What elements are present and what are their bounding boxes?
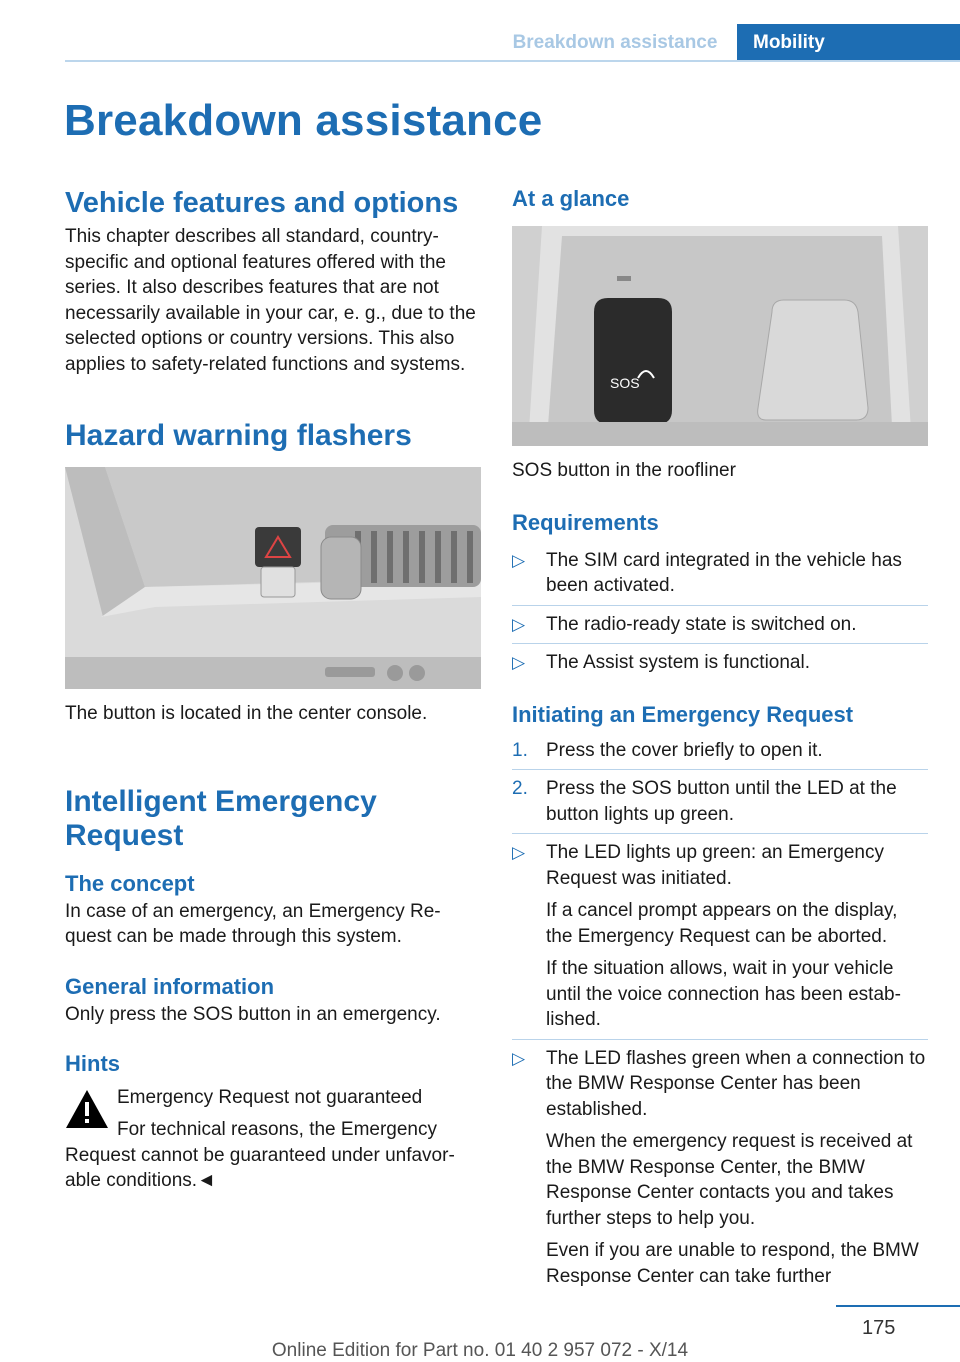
warning-triangle-icon [65, 1089, 109, 1129]
footer-edition: Online Edition for Part no. 01 40 2 957 072 - X/14 [271, 1340, 689, 1361]
warning-title: Emergency Request not guaranteed [117, 1087, 423, 1108]
step-text: Press the SOS button until the LED at the button lights up green. [546, 778, 897, 825]
outcome-text: The LED flashes green when a connection to the BMW Response Center has been established. [546, 1047, 926, 1120]
concept-body: In case of an emergency, an Emergency Re-quest can be made through this system. [65, 900, 441, 947]
requirement-text: The Assist system is functional. [546, 652, 810, 673]
vehicle-features-body: This chapter describes all standard, country-specific and optional features offered with the series. It also describes features that are not necessarily available in your car, e. g., due to the selected options or country versions. This also applies to safety-related functions and systems. [65, 226, 476, 375]
requirements-heading: Requirements [512, 509, 659, 535]
triangle-bullet-icon: ▷ [512, 653, 526, 672]
triangle-bullet-icon: ▷ [512, 550, 526, 570]
header-chapter-tab: Mobility [737, 24, 960, 62]
requirement-text: The SIM card integrated in the vehicle has been activated. [546, 549, 902, 596]
sos-caption: SOS button in the roofliner [512, 460, 736, 481]
general-info-body: Only press the SOS button in an emergency. [65, 1003, 441, 1025]
requirements-list [512, 542, 928, 682]
triangle-bullet-icon: ▷ [512, 614, 526, 634]
vehicle-features-heading: Vehicle features and options [65, 187, 459, 219]
hazard-button [255, 527, 301, 567]
triangle-bullet-icon: ▷ [512, 1048, 526, 1068]
warning-body-first [117, 1117, 481, 1143]
general-info-heading: General information [65, 973, 275, 999]
triangle-bullet-icon: ▷ [512, 843, 526, 862]
list-item [512, 644, 928, 682]
list-item [512, 542, 928, 606]
header-section-title: Breakdown assistance [512, 32, 718, 53]
left-column [65, 186, 481, 1194]
outcome-text: The LED lights up green: an Emergency Request was initiated. [546, 842, 884, 889]
hazard-heading: Hazard warning flashers [65, 419, 412, 452]
list-item [512, 834, 928, 1040]
sos-button-illustration [512, 226, 928, 446]
requirement-text: The radio-ready state is switched on. [546, 613, 857, 635]
center-console-drawing [65, 467, 481, 689]
hazard-button-illustration [65, 467, 481, 689]
steps-list [512, 732, 928, 1296]
list-item [512, 1040, 928, 1296]
hints-heading: Hints [65, 1051, 120, 1076]
warning-body: For technical reasons, the Emergency Request cannot be guaranteed under unfavor-able conditions.◄ [65, 1119, 455, 1191]
list-item [512, 770, 928, 834]
concept-heading: The concept [65, 870, 195, 896]
running-header [0, 0, 960, 62]
list-item [512, 732, 928, 771]
sos-button [594, 298, 672, 424]
outcome-note: Even if you are unable to respond, the BMW Response Center can take further [546, 1240, 919, 1287]
outcome-note: If a cancel prompt appears on the display, the Emergency Request can be aborted. [546, 900, 898, 947]
right-column [512, 186, 928, 1295]
step-number: 1. [512, 739, 528, 761]
header-rule [65, 60, 960, 62]
at-a-glance-heading: At a glance [512, 186, 630, 211]
footer-rule [836, 1305, 960, 1307]
sos-label: SOS [610, 375, 640, 391]
outcome-note: If the situation allows, wait in your vehicle until the voice connection has been estab-lished. [546, 958, 901, 1030]
page-number: 175 [862, 1317, 896, 1339]
intelligent-emergency-heading: Intelligent Emergency Request [65, 784, 377, 852]
outcome-note: When the emergency request is received at the BMW Response Center, the BMW Response Center contacts you and takes further steps to help you. [546, 1131, 913, 1229]
warning-block [65, 1085, 481, 1142]
roofliner-drawing [512, 226, 928, 446]
initiating-heading: Initiating an Emergency Request [512, 701, 854, 727]
hazard-caption: The button is located in the center console. [65, 703, 428, 724]
list-item [512, 606, 928, 645]
step-number: 2. [512, 778, 528, 799]
step-text: Press the cover briefly to open it. [546, 739, 823, 761]
page-title: Breakdown assistance [64, 96, 543, 145]
